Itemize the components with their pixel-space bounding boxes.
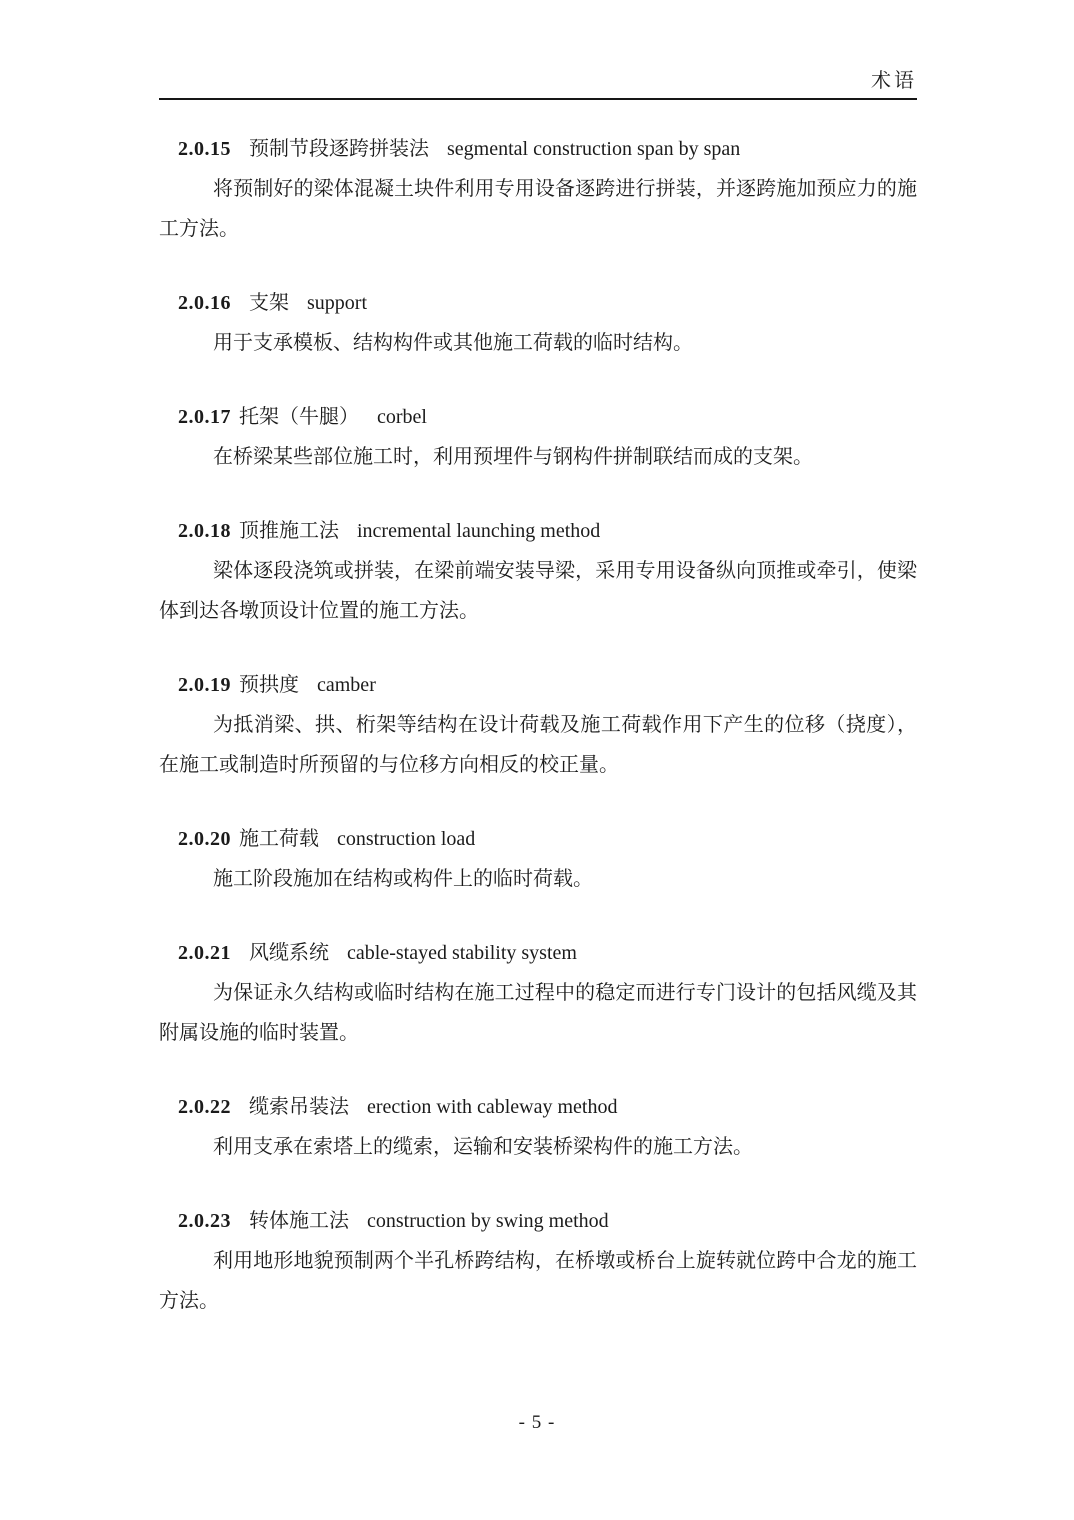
term-number: 2.0.15 [178, 138, 231, 160]
term-zh: 缆索吊装法 [249, 1096, 349, 1118]
term-zh: 托架（牛腿） [239, 406, 359, 428]
term-entry [159, 665, 917, 785]
term-entry [159, 129, 917, 249]
term-zh: 转体施工法 [249, 1210, 349, 1232]
term-definition: 梁体逐段浇筑或拼装，在梁前端安装导梁，采用专用设备纵向顶推或牵引，使梁体到达各墩顶设计位置的施工方法。 [159, 560, 917, 622]
term-definition: 利用支承在索塔上的缆索，运输和安装桥梁构件的施工方法。 [213, 1136, 753, 1158]
term-definition: 利用地形地貌预制两个半孔桥跨结构，在桥墩或桥台上旋转就位跨中合龙的施工方法。 [159, 1250, 917, 1312]
term-definition: 为抵消梁、拱、桁架等结构在设计荷载及施工荷载作用下产生的位移（挠度），在施工或制造时所预留的与位移方向相反的校正量。 [159, 714, 917, 776]
term-heading [159, 819, 917, 859]
term-number: 2.0.23 [178, 1210, 231, 1232]
term-en: erection with cableway method [367, 1096, 618, 1118]
term-heading [159, 665, 917, 705]
term-zh: 施工荷载 [239, 828, 319, 850]
term-en: incremental launching method [357, 520, 601, 542]
term-number: 2.0.17 [178, 406, 231, 428]
page-number: - 5 - [518, 1412, 556, 1433]
term-number: 2.0.21 [178, 942, 231, 964]
term-en: construction by swing method [367, 1210, 609, 1232]
term-entry [159, 397, 917, 477]
term-entry [159, 283, 917, 363]
term-zh: 风缆系统 [249, 942, 329, 964]
page-header [159, 0, 917, 100]
term-definition: 在桥梁某些部位施工时，利用预埋件与钢构件拼制联结而成的支架。 [213, 446, 813, 468]
term-entry [159, 1087, 917, 1167]
term-heading [159, 397, 917, 437]
term-entry [159, 933, 917, 1053]
term-heading [159, 129, 917, 169]
term-number: 2.0.16 [178, 292, 231, 314]
term-zh: 支架 [249, 292, 289, 314]
term-heading [159, 511, 917, 551]
term-definition: 将预制好的梁体混凝土块件利用专用设备逐跨进行拼装，并逐跨施加预应力的施工方法。 [159, 178, 917, 240]
term-entry [159, 1201, 917, 1321]
term-definition: 用于支承模板、结构构件或其他施工荷载的临时结构。 [213, 332, 693, 354]
term-en: segmental construction span by span [447, 138, 741, 160]
term-zh: 预拱度 [239, 674, 299, 696]
term-en: corbel [377, 406, 427, 428]
term-heading [159, 1087, 917, 1127]
page-body [159, 0, 917, 1321]
term-number: 2.0.18 [178, 520, 231, 542]
term-en: construction load [337, 828, 476, 850]
term-heading [159, 1201, 917, 1241]
term-number: 2.0.20 [178, 828, 231, 850]
term-zh: 顶推施工法 [239, 520, 339, 542]
term-en: support [307, 292, 367, 314]
term-number: 2.0.19 [178, 674, 231, 696]
term-entry [159, 819, 917, 899]
term-heading [159, 283, 917, 323]
running-header-title: 术语 [871, 70, 917, 92]
term-definition: 为保证永久结构或临时结构在施工过程中的稳定而进行专门设计的包括风缆及其附属设施的临时装置。 [159, 982, 917, 1044]
term-en: cable-stayed stability system [347, 942, 577, 964]
term-heading [159, 933, 917, 973]
term-number: 2.0.22 [178, 1096, 231, 1118]
term-zh: 预制节段逐跨拼装法 [249, 138, 429, 160]
term-entry [159, 511, 917, 631]
term-definition: 施工阶段施加在结构或构件上的临时荷载。 [213, 868, 593, 890]
term-en: camber [317, 674, 376, 696]
